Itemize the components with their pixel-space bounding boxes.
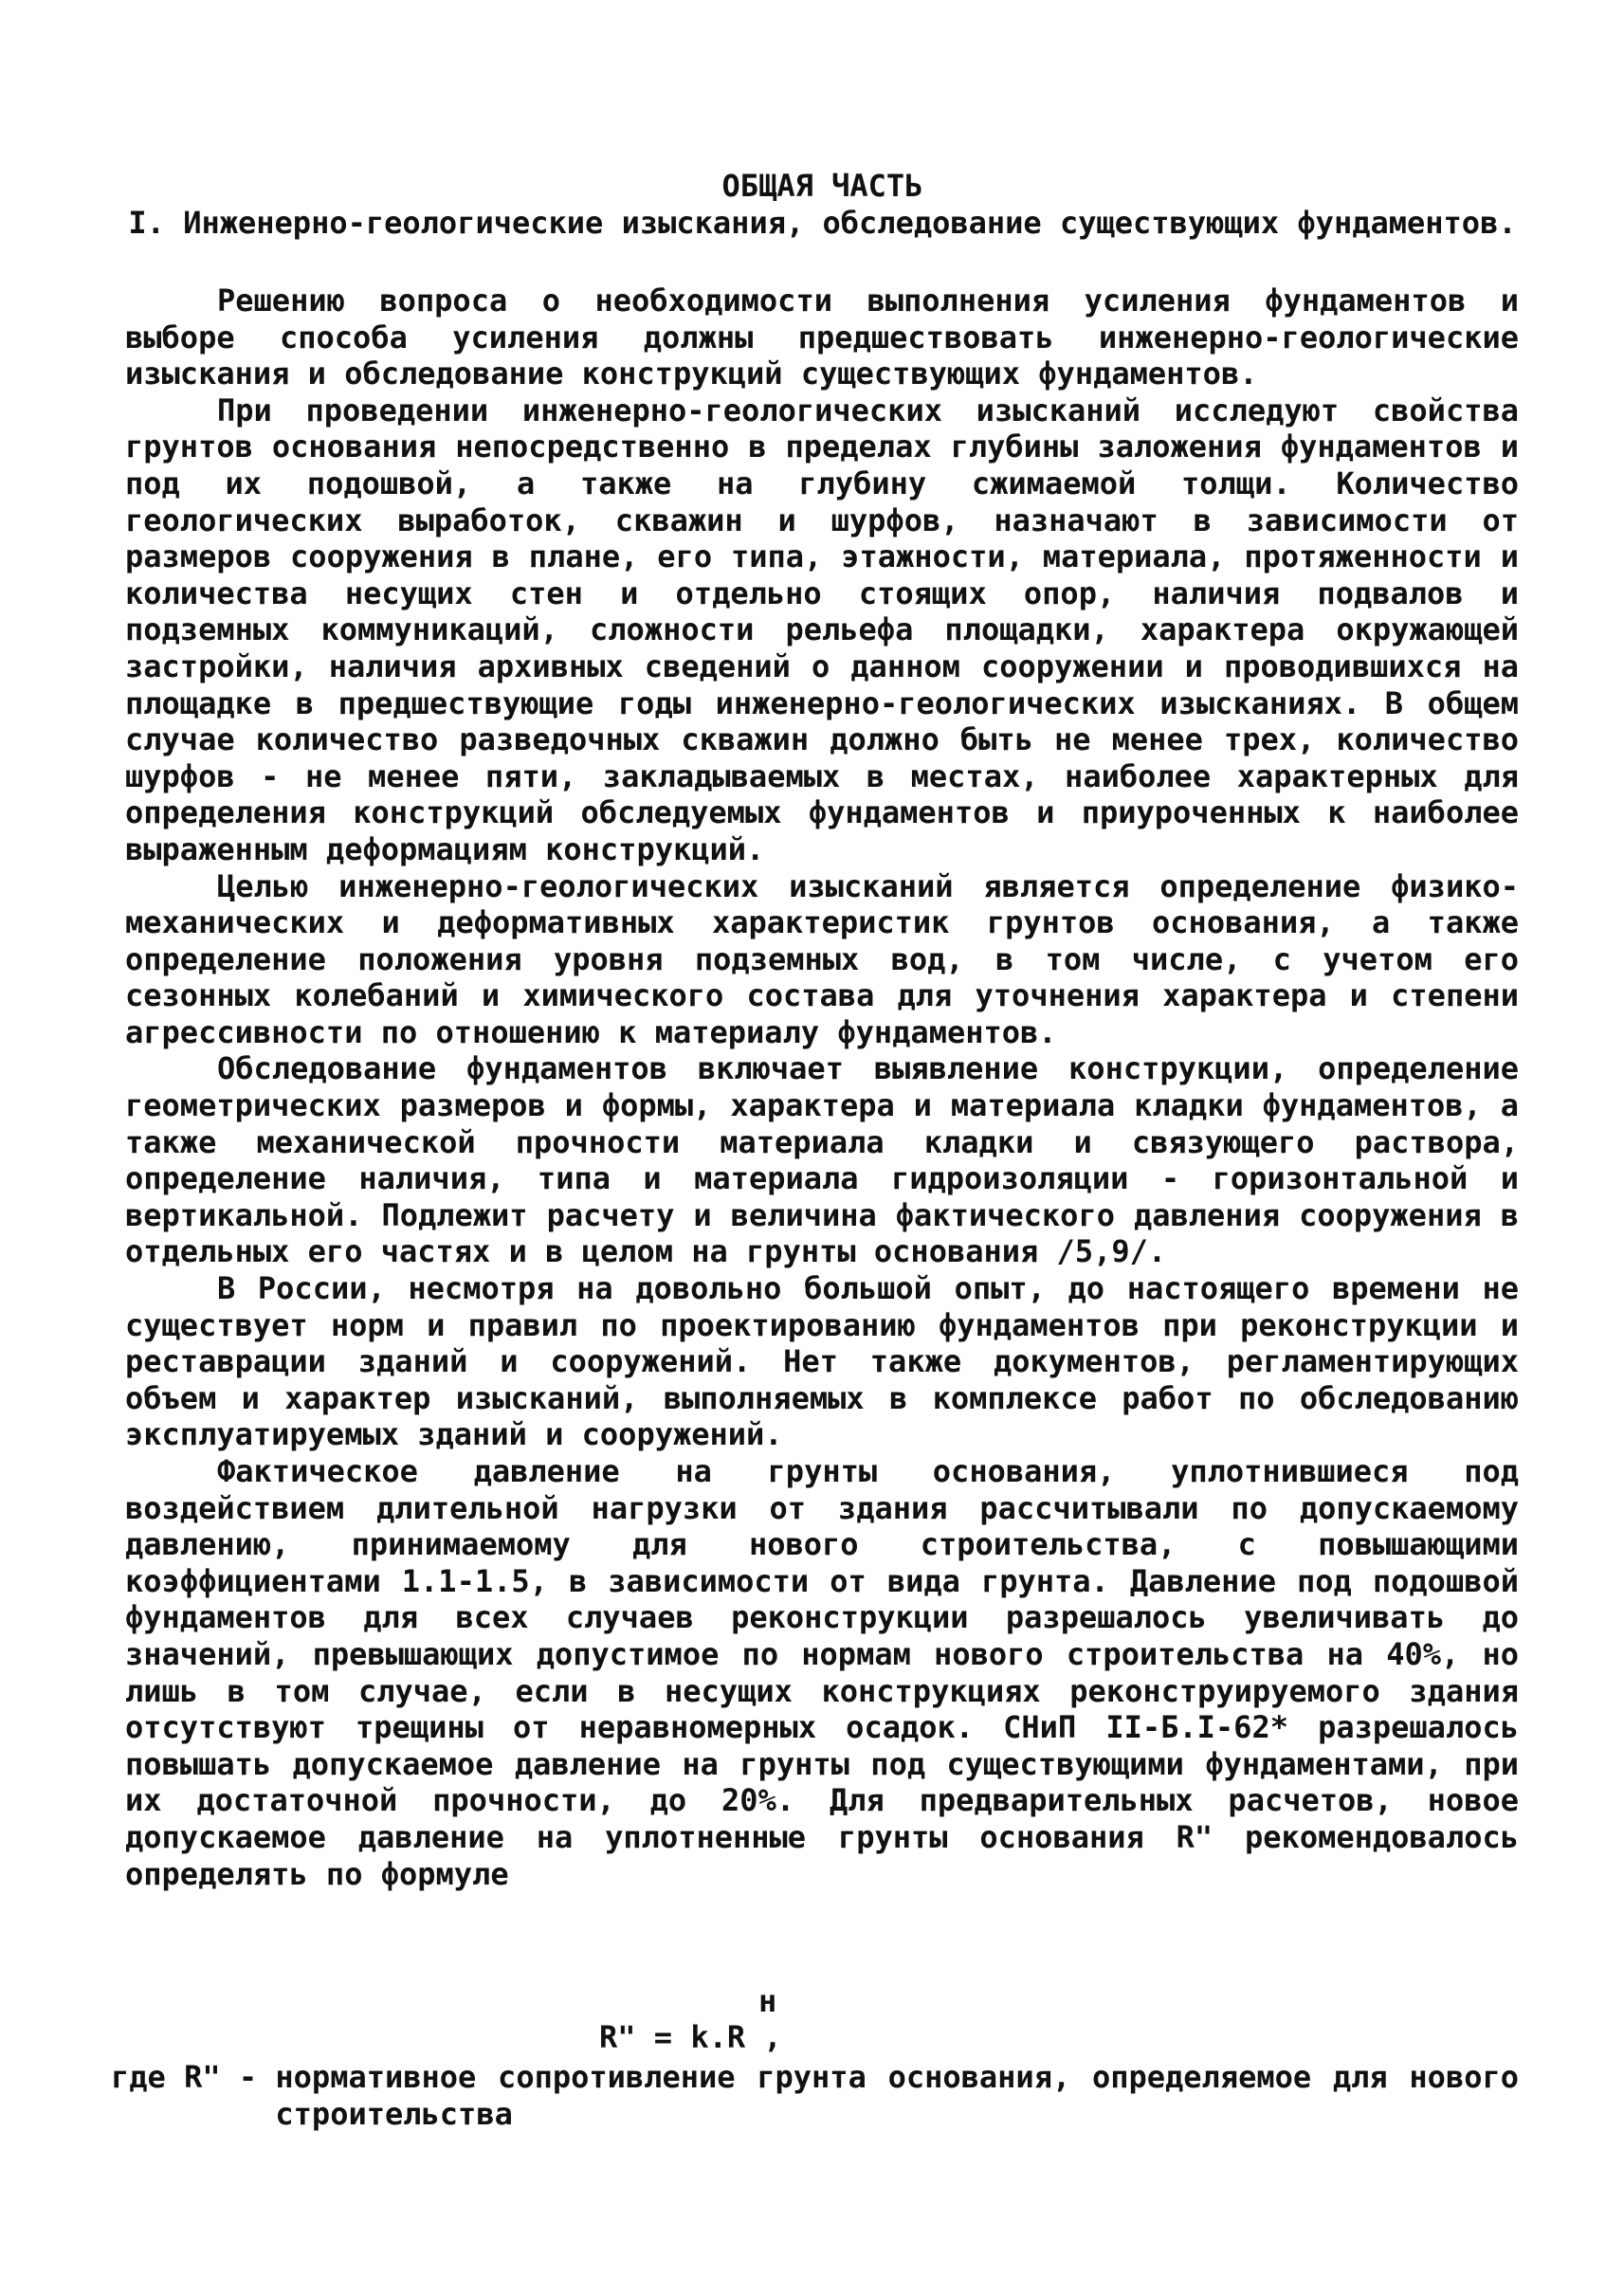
formula: R" = k.R , [599, 2019, 782, 2055]
paragraph: Решению вопроса о необходимости выполнения усиления фундаментов и выборе способа усиления должны предшествовать инженерно-геологические изыскания и обследование конструкций существующих фундаментов. [125, 282, 1519, 392]
formula-superscript: н [758, 1983, 777, 2019]
paragraph: Обследование фундаментов включает выявление конструкции, определение геометрических размеров и формы, характера и материала кладки фундаментов, а также механической прочности материала кладки и связующего раствора, определение наличия, типа и материала гидроизоляции - горизонтальной и вертикальной. Подлежит расчету и величина фактического давления сооружения в отдельных его частях и в целом на грунты основания /5,9/. [125, 1050, 1519, 1270]
paragraph: При проведении инженерно-геологических изысканий исследуют свойства грунтов основания непосредственно в пределах глубины заложения фундаментов и под их подошвой, а также на глубину сжимаемой толщи. Количество геологических выработок, скважин и шурфов, назначают в зависимости от размеров сооружения в плане, его типа, этажности, материала, протяженности и количества несущих стен и отдельно стоящих опор, наличия подвалов и подземных коммуникаций, сложности рельефа площадки, характера окружающей застройки, наличия архивных сведений о данном сооружении и проводившихся на площадке в предшествующие годы инженерно-геологических изысканиях. В общем случае количество разведочных скважин должно быть не менее трех, количество шурфов - не менее пяти, закладываемых в местах, наиболее характерных для определения конструкций обследуемых фундаментов и приуроченных к наиболее выраженным деформациям конструкций. [125, 392, 1519, 867]
explanation-lead: где R" - [111, 2059, 276, 2095]
body-text [125, 282, 1519, 1892]
explanation-text: нормативное сопротивление грунта основания, определяемое для нового строительства [275, 2059, 1519, 2132]
formula-explanation [111, 2059, 1519, 2132]
paragraph: В России, несмотря на довольно большой опыт, до настоящего времени не существует норм и правил по проектированию фундаментов при реконструкции и реставрации зданий и сооружений. Нет также документов, регламентирующих объем и характер изысканий, выполняемых в комплексе работ по обследованию эксплуатируемых зданий и сооружений. [125, 1270, 1519, 1453]
chapter-heading: I. Инженерно-геологические изыскания, обследование существующих фундаментов. [128, 205, 1517, 241]
paragraph: Целью инженерно-геологических изысканий является определение физико-механических и деформативных характеристик грунтов основания, а также определение положения уровня подземных вод, в том числе, с учетом его сезонных колебаний и химического состава для уточнения характера и степени агрессивности по отношению к материалу фундаментов. [125, 867, 1519, 1050]
paragraph: Фактическое давление на грунты основания, уплотнившиеся под воздействием длительной нагрузки от здания рассчитывали по допускаемому давлению, принимаемому для нового строительства, с повышающими коэффициентами 1.1-1.5, в зависимости от вида грунта. Давление под подошвой фундаментов для всех случаев реконструкции разрешалось увеличивать до значений, превышающих допустимое по нормам нового строительства на 40%, но лишь в том случае, если в несущих конструкциях реконструируемого здания отсутствуют трещины от неравномерных осадок. СНиП II-Б.I-62* разрешалось повышать допускаемое давление на грунты под существующими фундаментами, при их достаточной прочности, до 20%. Для предварительных расчетов, новое допускаемое давление на уплотненные грунты основания R" рекомендовалось определять по формуле [125, 1453, 1519, 1892]
section-title: ОБЩАЯ ЧАСТЬ [721, 168, 923, 204]
